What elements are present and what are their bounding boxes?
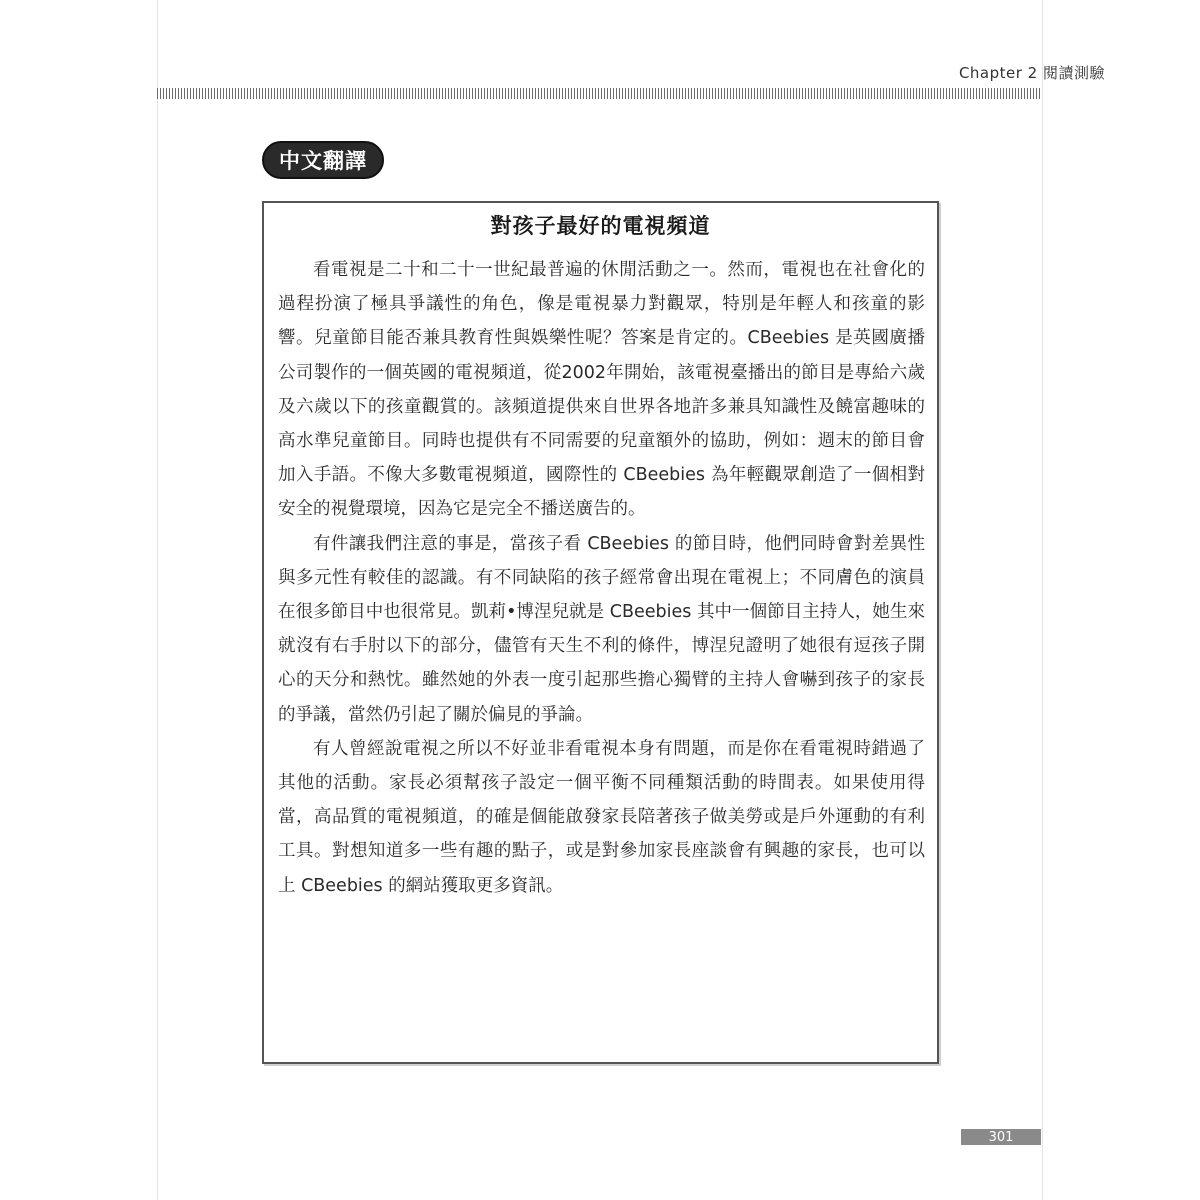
header-rule — [157, 88, 1041, 99]
section-badge-label: 中文翻譯 — [279, 149, 367, 173]
section-badge — [262, 141, 384, 179]
article-title: 對孩子最好的電視頻道 — [490, 214, 711, 238]
article-body — [278, 253, 925, 903]
paragraph: 有件讓我們注意的事是，當孩子看 CBeebies 的節目時，他們同時會對差異性與多元性有較佳的認識。有不同缺陷的孩子經常會出現在電視上；不同膚色的演員在很多節目中也很常見。凱莉•博涅兒就是 CBeebies 其中一個節目主持人，她生來就沒有右手肘以下的部分，儘管有天生不利的條件，博涅兒證明了她很有逗孩子開心的天分和熱忱。雖然她的外表一度引起那些擔心獨臂的主持人會嚇到孩子的家長的爭議，當然仍引起了關於偏見的爭論。 — [278, 533, 925, 725]
running-header: Chapter 2 閱讀測驗 — [958, 64, 1105, 82]
paragraph: 有人曾經說電視之所以不好並非看電視本身有問題，而是你在看電視時錯過了其他的活動。家長必須幫孩子設定一個平衡不同種類活動的時間表。如果使用得當，高品質的電視頻道，的確是個能啟發家長陪著孩子做美勞或是戶外運動的有利工具。對想知道多一些有趣的點子，或是對參加家長座談會有興趣的家長，也可以上 CBeebies 的網站獲取更多資訊。 — [278, 738, 925, 896]
paragraph: 看電視是二十和二十一世紀最普遍的休閒活動之一。然而，電視也在社會化的過程扮演了極具爭議性的角色，像是電視暴力對觀眾，特別是年輕人和孩童的影響。兒童節目能否兼具教育性與娛樂性呢？答案是肯定的。CBeebies 是英國廣播公司製作的一個英國的電視頻道，從2002年開始，該電視臺播出的節目是專給六歲及六歲以下的孩童觀賞的。該頻道提供來自世界各地許多兼具知識性及饒富趣味的高水準兒童節目。同時也提供有不同需要的兒童額外的協助，例如：週末的節目會加入手語。不像大多數電視頻道，國際性的 CBeebies 為年輕觀眾創造了一個相對安全的視覺環境，因為它是完全不播送廣告的。 — [278, 260, 925, 520]
page-number: 301 — [961, 1129, 1041, 1145]
